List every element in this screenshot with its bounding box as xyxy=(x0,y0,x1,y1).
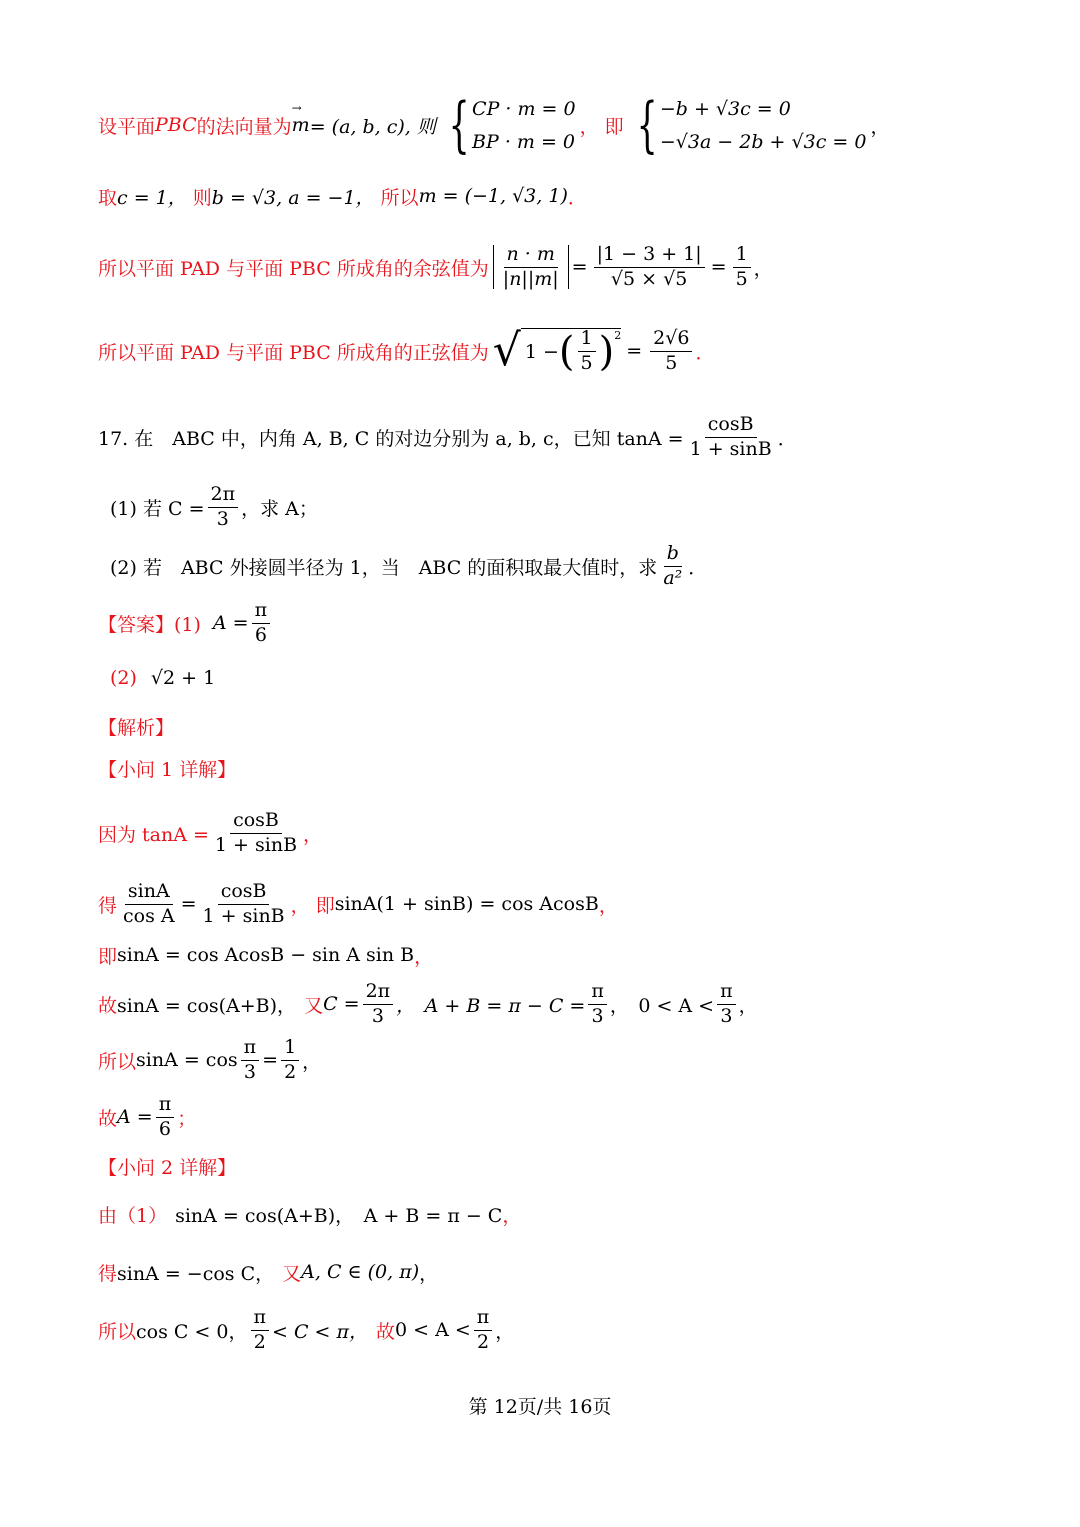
step-4 xyxy=(98,976,758,1032)
denominator: 1 + sinB xyxy=(202,904,285,927)
text-segment: 设平面 xyxy=(98,115,156,138)
math: ， A + B = π − C = xyxy=(396,994,586,1017)
question-text: ，求 A； xyxy=(241,497,318,520)
answer-label: (2) xyxy=(110,667,137,689)
vector-def: = (a, b, c), 则 xyxy=(309,115,436,138)
math: ， 0 < A < xyxy=(609,994,715,1017)
math: A = xyxy=(117,1106,153,1128)
punctuation: ， xyxy=(495,1320,515,1343)
question-text: (2) 若 ABC 外接圆半径为 1，当 ABC 的面积取最大值时，求 xyxy=(110,556,658,579)
subquestion-2-heading: 【小问 2 详解】 xyxy=(98,1156,237,1179)
solution-line xyxy=(98,176,587,216)
text-segment: ， 即 xyxy=(290,894,335,917)
exponent: 2 xyxy=(614,329,622,343)
numerator: π xyxy=(252,601,271,624)
numerator: |1 − 3 + 1| xyxy=(594,245,705,268)
denominator: 5 xyxy=(665,351,678,374)
punctuation: ． xyxy=(777,427,797,450)
math: cos C < 0， xyxy=(136,1320,248,1343)
step-5 xyxy=(98,1032,321,1088)
denominator: a² xyxy=(663,566,683,589)
punctuation: ， xyxy=(502,1204,522,1227)
text-segment: 所以 xyxy=(98,1050,137,1073)
subquestion-1-heading: 【小问 1 详解】 xyxy=(98,758,237,781)
equation-system-1: { CP · m = 0 BP · m = 0 xyxy=(448,90,576,160)
question-part-1 xyxy=(110,478,318,536)
numerator: π xyxy=(156,1095,175,1118)
punctuation: ． xyxy=(567,186,587,209)
equation-row: −√3a − 2b + √3c = 0 xyxy=(659,130,867,153)
numerator: cosB xyxy=(230,811,282,834)
equation-row: CP · m = 0 xyxy=(472,97,576,120)
numerator: π xyxy=(251,1308,270,1331)
math: √2 + 1 xyxy=(150,667,216,689)
math: m = (−1, √3, 1) xyxy=(418,185,568,207)
text-segment: ， 即 xyxy=(579,115,624,138)
numerator: 1 xyxy=(578,329,596,352)
punctuation: ， xyxy=(419,1262,439,1285)
step-2-2 xyxy=(98,1254,438,1290)
numerator: π xyxy=(717,982,736,1005)
denominator: 3 xyxy=(243,1060,256,1083)
denominator: 2 xyxy=(284,1060,297,1083)
text-segment: 所以 xyxy=(98,1320,137,1343)
equation-system-2: { −b + √3c = 0 −√3a − 2b + √3c = 0 xyxy=(636,90,867,160)
denominator: 2 xyxy=(253,1330,266,1353)
numerator: π xyxy=(474,1308,493,1331)
question-17 xyxy=(98,406,797,468)
denominator: 3 xyxy=(591,1004,604,1027)
denominator: 3 xyxy=(720,1004,733,1027)
step-2-3 xyxy=(98,1302,514,1358)
text-segment: 故 xyxy=(376,1320,396,1343)
numerator: 2π xyxy=(208,485,239,508)
denominator: |n||m| xyxy=(502,267,559,290)
math: c = 1， xyxy=(117,186,187,209)
text-segment: 又 xyxy=(304,994,324,1017)
denominator: 6 xyxy=(254,623,267,646)
math: sinA = cos AcosB − sin A sin B xyxy=(117,944,415,966)
text-segment: 因为 tanA = xyxy=(98,823,209,846)
text-segment: 即 xyxy=(98,945,118,968)
text-segment: 故 xyxy=(98,1107,118,1130)
denominator: 1 + sinB xyxy=(214,833,298,856)
denominator: 6 xyxy=(158,1117,171,1140)
numerator: 1 xyxy=(733,245,751,268)
text-segment: 得 xyxy=(98,1262,118,1285)
denominator: 2 xyxy=(477,1330,490,1353)
punctuation: ， xyxy=(753,257,773,280)
math: sinA = −cos C， xyxy=(117,1262,275,1285)
step-2-1 xyxy=(98,1196,521,1232)
analysis-heading: 【解析】 xyxy=(98,716,175,739)
math: A = xyxy=(212,612,249,634)
answer-label: 【答案】(1) xyxy=(98,613,201,636)
math: < C < π， xyxy=(272,1320,368,1343)
step-3 xyxy=(98,940,433,970)
cosine-line: 所以平面 PAD 与平面 PBC 所成角的余弦值为 $\frac{n \cdot m}{|n||m|}$ = $\frac{|1 - 3 + 1|}{√5 \times √5}$ = $\frac{1}{5}$ ， xyxy=(98,242,773,290)
text-segment: 又 xyxy=(282,1262,302,1285)
text-segment: 则 xyxy=(192,186,212,209)
numerator: 1 xyxy=(281,1038,299,1061)
numerator: b xyxy=(664,544,682,567)
step-1 xyxy=(98,802,322,864)
question-text: 17. 在 ABC 中，内角 A, B, C 的对边分别为 a, b, c，已知 tanA = xyxy=(98,427,684,450)
denominator: 5 xyxy=(735,267,748,290)
text-segment: 的法向量为 xyxy=(196,115,292,138)
answer-part-1 xyxy=(98,596,273,650)
punctuation: ， xyxy=(870,115,890,138)
numerator: π xyxy=(588,982,607,1005)
sqrt-expression: 1 − ( $\frac{1}{5}$ ) $^2$ xyxy=(521,328,621,374)
punctuation: ， xyxy=(302,1050,322,1073)
abs-expression xyxy=(493,242,569,290)
math: b = √3, a = −1， xyxy=(211,186,375,209)
sine-line: 所以平面 PAD 与平面 PBC 所成角的正弦值为 √ 1 − ( $\frac{1}{5}$ ) $^2$ = $\frac{2√6}{5}$ ． xyxy=(98,325,715,376)
numerator: n · m xyxy=(504,245,558,268)
math: A, C ∈ (0, π) xyxy=(301,1261,420,1283)
question-part-2 xyxy=(110,538,707,594)
math: 0 < A < xyxy=(395,1319,471,1341)
punctuation: ， xyxy=(738,994,758,1017)
vector-m: → m xyxy=(292,114,310,136)
text-segment: 所以平面 PAD 与平面 PBC 所成角的正弦值为 xyxy=(98,341,489,364)
denominator: 5 xyxy=(580,352,593,374)
numerator: cosB xyxy=(218,882,270,905)
punctuation: ， xyxy=(303,823,323,846)
punctuation: ， xyxy=(598,894,618,917)
question-text: (1) 若 C = xyxy=(110,497,205,520)
text-segment: 取 xyxy=(98,186,118,209)
numerator: 2π xyxy=(363,982,394,1005)
punctuation: ， xyxy=(414,945,434,968)
math: 1 − xyxy=(524,340,559,363)
math: = xyxy=(262,1049,279,1071)
step-6 xyxy=(98,1090,196,1144)
math: sinA = cos(A+B)， A + B = π − C xyxy=(175,1204,503,1227)
punctuation: ． xyxy=(695,341,715,364)
step-2 xyxy=(98,874,618,934)
page-footer: 第 12页/共 16页 xyxy=(468,1396,612,1418)
denominator: 3 xyxy=(216,507,229,530)
math: sinA = cos xyxy=(136,1049,238,1071)
numerator: π xyxy=(241,1038,260,1061)
equation-row: −b + √3c = 0 xyxy=(659,97,791,120)
denominator: 3 xyxy=(371,1004,384,1027)
math: C = xyxy=(323,993,360,1015)
denominator: √5 × √5 xyxy=(610,267,688,290)
plane-name: PBC xyxy=(155,114,197,136)
text-segment: 故 xyxy=(98,994,118,1017)
normal-vector-line xyxy=(98,88,889,162)
math: sinA(1 + sinB) = cos AcosB xyxy=(334,893,599,915)
punctuation: ； xyxy=(177,1107,197,1130)
numerator: sinA xyxy=(125,882,173,905)
denominator: 1 + sinB xyxy=(689,437,772,460)
numerator: cosB xyxy=(705,415,757,438)
numerator: 2√6 xyxy=(650,329,692,352)
equation-row: BP · m = 0 xyxy=(472,130,576,153)
text-segment: 所以平面 PAD 与平面 PBC 所成角的余弦值为 xyxy=(98,257,489,280)
text-segment: 由（1） xyxy=(98,1204,168,1227)
math: sinA = cos(A+B)， xyxy=(117,994,297,1017)
answer-part-2 xyxy=(110,662,215,694)
text-segment: 得 xyxy=(98,894,118,917)
text-segment: 所以 xyxy=(380,186,419,209)
denominator: cos A xyxy=(123,904,175,927)
punctuation: ． xyxy=(688,556,708,579)
math: = xyxy=(180,893,197,915)
